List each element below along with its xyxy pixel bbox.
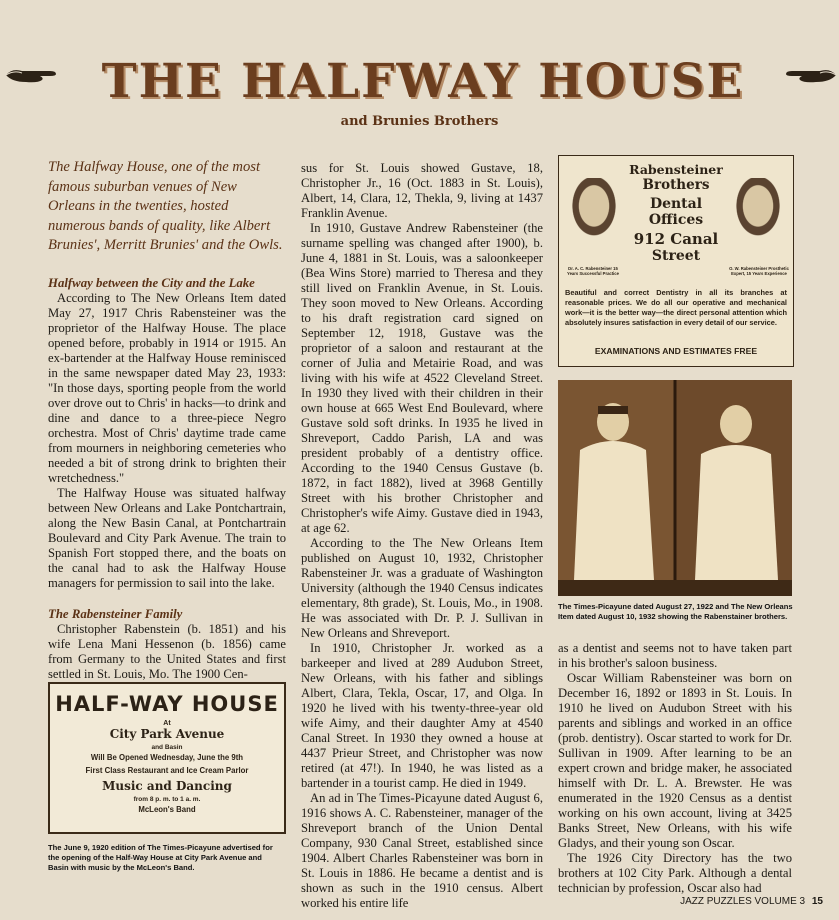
ad-line: from 8 p. m. to 1 a. m. [133,796,201,803]
ad-line: Brothers [642,177,710,193]
paragraph: According to The New Orleans Item dated May 27, 1917 Chris Rabensteiner was the proprietor of the Halfway House. The place opened before, probably in 1914 or 1915. An ex-bartender at the Halfway House reminisced in the same newspaper dated May 23, 1933: "In those days, sporting people from the world over drove out to Chris' in hacks—to drink and dine and dance to a three-piece Negro orchestra. Most of Chris' daytime trade came from mourners in neighboring cemeteries who needed a bit of strong drink to brighten their wretchedness." [48,290,286,485]
section-heading-halfway: Halfway between the City and the Lake [48,275,255,290]
paragraph: In 1910, Gustave Andrew Rabensteiner (the surname spelling was changed after 1900), b. June 4, 1881 in St. Louis, was a saloonkeeper (Bea Wins Store) married to Theresa and they still lived on Franklin Avenue, in St. Louis. They soon moved to New Orleans. According to his draft registration card signed on September 12, 1918, Gustave was the proprietor of a saloon and restaurant at the corner of Julia and Metairie Road, and was living with his wife at 4522 Cleveland Street. In 1930 they lived with their children in their own house at 665 West End Boulevard, where Gustave sold soft drinks. In 1935 he lived in Shreveport, Caddo Parish, LA and was president probably of a dentistry office. According to the 1940 Census Gustave (b. 1872, in fact 1882), lived at 3968 Gentilly Street with his brother Christopher and Christopher's wife Aimy. Gustave died in 1943, at age 62. [301,221,543,535]
paragraph: An ad in The Times-Picayune dated August 6, 1916 shows A. C. Rabensteiner, manager of the Shreveport branch of the Union Dental Company, 930 Canal Street, established since 1904. Albert Charles Rabensteiner was born in St. Louis in 1886. He became a dentist and is shown as such in the 1910 census. Albert worked his entire life [301,791,543,910]
photo-image [558,380,792,596]
portrait-right [733,178,783,240]
ad-line: Offices [648,212,704,228]
ad-footer: EXAMINATIONS AND ESTIMATES FREE [594,346,758,356]
portrait-left [569,178,619,240]
ad-caption-right: O. W. Rabensteiner Prosthetic Expert, 15 Years Experience [729,266,789,276]
paragraph: The Halfway House was situated halfway between New Orleans and Lake Pontchartrain, along the New Basin Canal, at Pontchartrain Boulevard and City Park Avenue. The train to Spanish Fort stopped there, and the boats on the canal had to ask the Halfway House managers for permission to sail into the lake. [48,485,286,590]
ad-line: 912 Canal [633,230,719,248]
ad-line: Dental [649,196,703,212]
lede: The Halfway House, one of the most famous suburban venues of New Orleans in the twenties, hosted numerous bands of quality, like Albert Brunies', Merritt Brunies' and the Owls. [48,159,283,254]
ad-line: Street [651,248,701,264]
ad-line: City Park Avenue [109,727,225,741]
ad-line: and Basin [151,744,183,751]
paragraph: The 1926 City Directory has the two brothers at 102 City Park. Although a dental technician by profession, Oscar also had [558,851,792,895]
ad-line: HALF-WAY HOUSE [55,692,279,716]
ad-body: Beautiful and correct Dentistry in all its branches at reasonable prices. We do all our operative and mechanical work—it is the better way—the direct personal attention which absolutely insures satisfaction in every detail of our service. [565,288,787,327]
page-title: THE HALFWAY HOUSE [101,54,745,109]
ad-line: At [163,720,171,727]
ad-line: Will Be Opened Wednesday, June the 9th [90,753,244,762]
page-subtitle: and Brunies Brothers [340,114,499,129]
column-2 [301,161,543,911]
ad-caption-left: Dr. A. C. Rabensteiner 15 Years Successful Practice [567,266,619,276]
pointing-hand-right-icon [778,64,838,86]
column-1 [48,158,286,682]
ad-line: First Class Restaurant and Ice Cream Parlor [85,766,249,775]
paragraph: Oscar William Rabensteiner was born on December 16, 1892 or 1893 in St. Louis. In 1910 he lived on Audubon Street with his parents and siblings and worked in an office (prob. dentistry). Oscar started to work for Dr. Sullivan in 1909. After learning to be an expert crown and bridge maker, he associated himself with Dr. L. A. Brewster. He was enumerated in the 1920 Census as a dentist working on his own account, living at 3425 Banks Street, New Orleans, with his wife Gladys, and their young son Oscar. [558,671,792,850]
column-3 [558,641,792,896]
rabensteiner-brothers-photo [558,380,792,596]
photo-caption: The Times-Picayune dated August 27, 1922 and The New Orleans Item dated August 10, 1932 showing the Rabenstainer brothers. [558,602,793,621]
paragraph: In 1910, Christopher Jr. worked as a barkeeper and lived at 289 Audubon Street, New Orleans, with his father and siblings Albert, Clara, Tekla, Oscar, 17, and Olga. In 1920 he lived with his twenty-three-year old wife Aimy, and their daughter Amy at 4540 Canal Street. In 1930 they owned a house at 4437 Prieur Street, and Christopher was now retired (at 47!). In 1940, he was listed as a bartender in a tourist camp. He died in 1949. [301,641,543,790]
dental-offices-ad [558,155,794,367]
paragraph: According to the The New Orleans Item published on August 10, 1932, Christopher Rabensteiner Jr. was a graduate of Washington University (although the 1940 Census indicates elementary, 8th grade), St. Louis, Mo., in 1908. He was associated with Dr. P. J. Sullivan in New Orleans and Shreveport. [301,536,543,640]
ad-caption: The June 9, 1920 edition of The Times-Picayune advertised for the opening of the Half-Way House at City Park Avenue and Basin with music by the McLeon's Band. [48,843,273,872]
ad-line: McLeon's Band [138,805,196,814]
paragraph: sus for St. Louis showed Gustave, 18, Christopher Jr., 16 (Oct. 1883 in St. Louis), Albert, 14, Clara, 12, Thekla, 9, living at 1437 Franklin Avenue. [301,161,543,220]
pointing-hand-left-icon [4,64,64,86]
ad-line: Music and Dancing [102,779,232,793]
halfway-house-ad [48,682,286,834]
section-heading-family: The Rabensteiner Family [48,606,183,621]
publication-name: JAZZ PUZZLES VOLUME 3 [680,896,806,907]
ad-line: Rabensteiner [629,162,723,177]
paragraph: as a dentist and seems not to have taken part in his brother's saloon business. [558,641,792,670]
page-number: 15 [811,896,823,907]
paragraph: Christopher Rabenstein (b. 1851) and his wife Lena Mani Hessenon (b. 1856) came from Germany to the United States and first settled in St. Louis, Mo. The 1900 Cen- [48,621,286,681]
page-footer [680,896,823,907]
